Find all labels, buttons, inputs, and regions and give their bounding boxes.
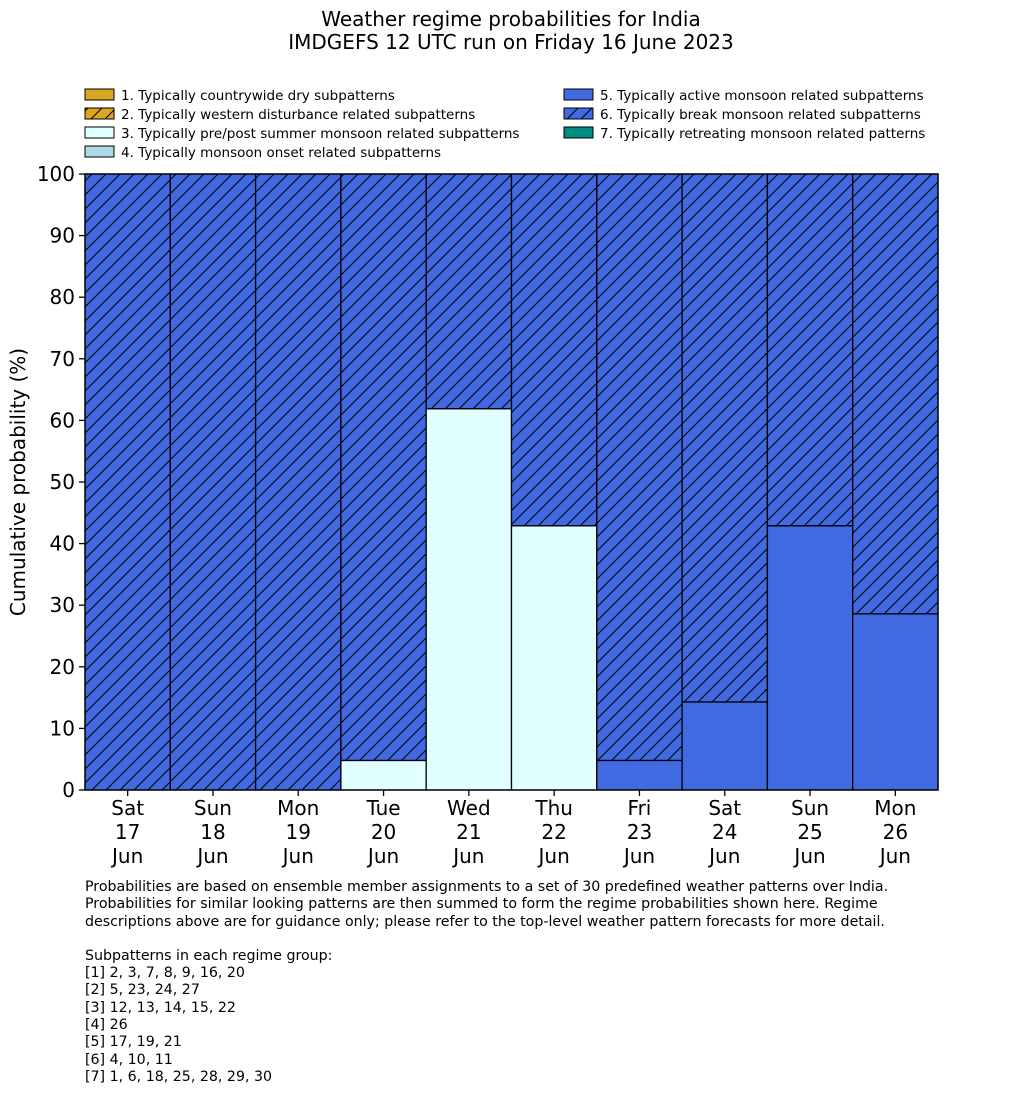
- bar-segment: [512, 526, 597, 790]
- legend-label: 2. Typically western disturbance related subpatterns: [121, 107, 476, 123]
- y-tick-label: 70: [49, 346, 75, 371]
- legend-swatch-hatch: [564, 108, 593, 119]
- legend-swatch: [85, 127, 114, 138]
- x-tick-label: Wed 21 Jun: [447, 796, 491, 868]
- y-axis-label: Cumulative probability (%): [6, 347, 30, 617]
- y-tick-label: 50: [49, 470, 75, 494]
- x-tick-label: Sat 17 Jun: [111, 796, 145, 868]
- group-line: [1] 2, 3, 7, 8, 9, 16, 20: [85, 965, 245, 982]
- bar-segment: [767, 526, 852, 790]
- bar-segment-hatch: [170, 174, 255, 790]
- legend-label: 3. Typically pre/post summer monsoon related subpatterns: [121, 126, 520, 142]
- legend-label: 1. Typically countrywide dry subpatterns: [121, 88, 395, 104]
- legend-label: 4. Typically monsoon onset related subpatterns: [121, 145, 442, 161]
- bar-segment-hatch: [853, 174, 938, 614]
- x-tick-label: Thu 22 Jun: [535, 796, 573, 868]
- chart-title: Weather regime probabilities for India: [321, 7, 701, 31]
- legend-item: [85, 107, 475, 123]
- bar-segment-hatch: [341, 174, 426, 760]
- notes-description: [85, 879, 1005, 931]
- legend-swatch: [85, 89, 114, 100]
- legend-label: 7. Typically retreating monsoon related patterns: [600, 126, 926, 142]
- legend-swatch: [564, 89, 593, 100]
- group-line: [7] 1, 6, 18, 25, 28, 29, 30: [85, 1068, 273, 1085]
- groups-heading: Subpatterns in each regime group:: [85, 947, 333, 964]
- legend-item: [85, 88, 395, 104]
- x-tick-label: Mon 19 Jun: [277, 796, 320, 868]
- x-tick-label: Fri 23 Jun: [623, 796, 656, 868]
- bar-segment-hatch: [682, 174, 767, 702]
- bar-segment: [341, 760, 426, 790]
- notes-line: Probabilities for similar looking patterns are then summed to form the regime probabilities shown here. Regime: [85, 896, 878, 913]
- chart-subtitle: IMDGEFS 12 UTC run on Friday 16 June 2023: [288, 30, 734, 54]
- notes-line: descriptions above are for guidance only; please refer to the top-level weather pattern forecasts for more detail.: [85, 913, 885, 930]
- legend-item: [85, 145, 441, 161]
- x-tick-label: Sun 18 Jun: [193, 796, 232, 868]
- legend-label: 5. Typically active monsoon related subpatterns: [600, 88, 924, 104]
- group-line: [6] 4, 10, 11: [85, 1051, 173, 1068]
- notes: [85, 879, 1005, 1086]
- group-line: [3] 12, 13, 14, 15, 22: [85, 999, 236, 1016]
- y-tick-label: 30: [49, 593, 75, 618]
- bar-segment: [682, 702, 767, 790]
- bar-segment-hatch: [767, 174, 852, 526]
- y-tick-label: 60: [49, 408, 75, 433]
- group-line: [4] 26: [85, 1017, 128, 1034]
- bar-segment: [426, 409, 511, 790]
- x-tick-label: Mon 26 Jun: [874, 796, 917, 868]
- bar-segment-hatch: [512, 174, 597, 526]
- y-tick-label: 100: [36, 162, 75, 186]
- y-tick-label: 20: [49, 654, 75, 679]
- y-tick-label: 80: [49, 285, 75, 310]
- legend-item: [564, 126, 925, 142]
- legend-label: 6. Typically break monsoon related subpatterns: [600, 107, 921, 123]
- y-tick-label: 90: [49, 223, 75, 248]
- legend-swatch: [85, 146, 114, 157]
- notes-line: Probabilities are based on ensemble member assignments to a set of 30 predefined weather patterns over India.: [85, 879, 889, 895]
- y-tick-label: 40: [49, 531, 75, 556]
- bar-segment-hatch: [85, 174, 170, 790]
- bars: [85, 174, 938, 790]
- legend-item: [564, 107, 921, 123]
- legend: [85, 88, 925, 161]
- legend-item: [85, 126, 519, 142]
- y-tick-label: 10: [49, 716, 75, 741]
- bar-segment: [597, 760, 682, 790]
- y-tick-label: 0: [62, 778, 75, 802]
- bar-segment-hatch: [426, 174, 511, 409]
- legend-swatch-hatch: [85, 108, 114, 119]
- x-tick-label: Sat 24 Jun: [708, 796, 742, 868]
- group-line: [5] 17, 19, 21: [85, 1034, 182, 1051]
- x-tick-label: Sun 25 Jun: [791, 796, 830, 868]
- bar-segment: [853, 614, 938, 790]
- bar-segment-hatch: [597, 174, 682, 760]
- bar-segment-hatch: [256, 174, 341, 790]
- legend-item: [564, 88, 924, 104]
- x-tick-label: Tue 20 Jun: [366, 796, 401, 868]
- group-line: [2] 5, 23, 24, 27: [85, 982, 200, 999]
- legend-swatch: [564, 127, 593, 138]
